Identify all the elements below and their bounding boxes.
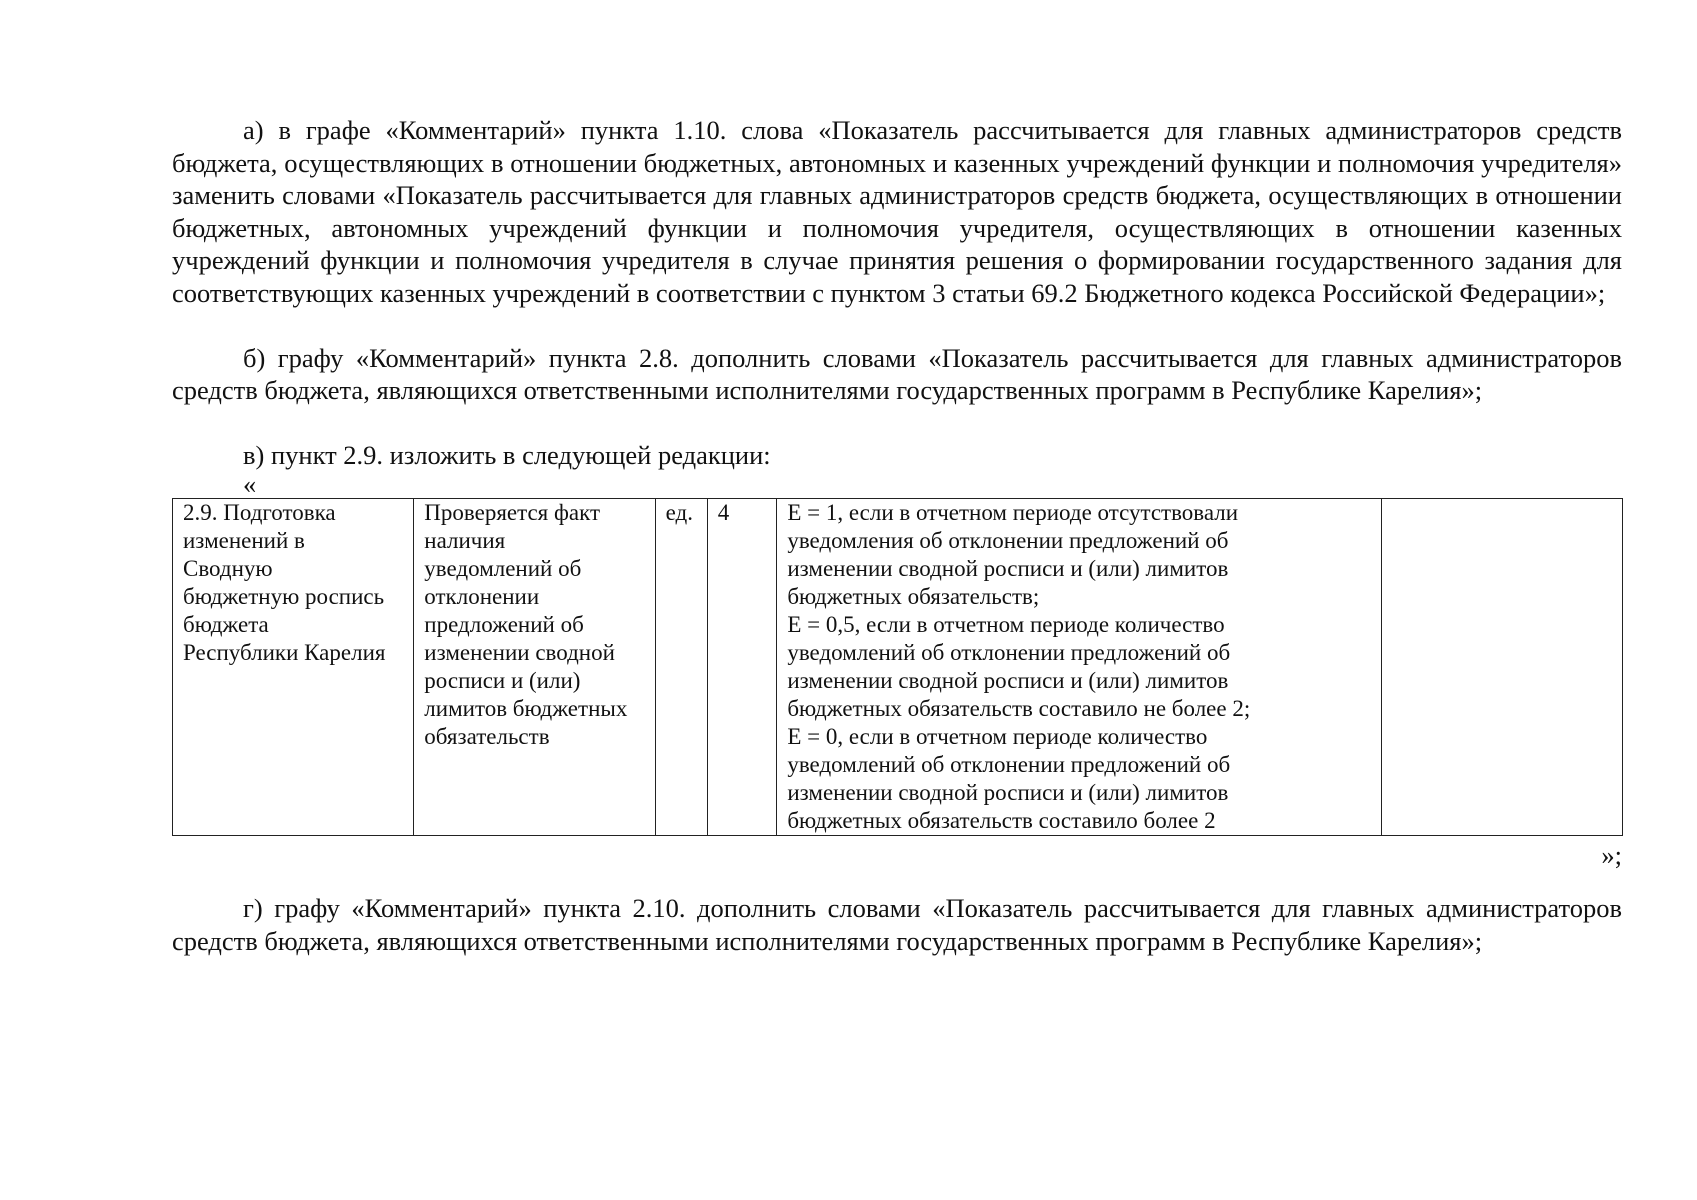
comment-cell	[1381, 499, 1622, 836]
indicator-name-line: Республики Карелия	[183, 640, 386, 666]
description-line: наличия	[424, 528, 506, 554]
description-line: предложений об	[424, 612, 584, 638]
formula-line: изменении сводной росписи и (или) лимитов	[787, 668, 1229, 694]
paragraph-a: а) в графе «Комментарий» пункта 1.10. слова «Показатель рассчитывается для главных администраторов средств бюджета, осуществляющих в отношении бюджетных, автономных и казенных учреждений функции и полномочия учредителя» заменить словами «Показатель рассчитывается для главных администраторов средств бюджета, осуществляющих в отношении бюджетных, автономных учреждений функции и полномочия учредителя, осуществляющих в отношении казенных учреждений функции и полномочия учредителя в случае принятия решения о формировании государственного задания для соответствующих казенных учреждений в соответствии с пунктом 3 статьи 69.2 Бюджетного кодекса Российской Федерации»;	[172, 115, 1622, 308]
opening-quote: «	[243, 469, 257, 500]
amendment-table	[172, 498, 1623, 836]
paragraph-v: в) пункт 2.9. изложить в следующей редакции:	[243, 439, 771, 470]
paragraph-b: б) графу «Комментарий» пункта 2.8. дополнить словами «Показатель рассчитывается для главных администраторов средств бюджета, являющихся ответственными исполнителями государственных программ в Республике Карелия»;	[172, 342, 1622, 406]
indicator-name-line: бюджетную роспись	[183, 584, 385, 610]
indicator-name-cell	[173, 499, 414, 836]
indicator-name-line: 2.9. Подготовка	[183, 500, 336, 526]
weight-cell: 4	[707, 499, 777, 836]
formula-line: Е = 0, если в отчетном периоде количество	[787, 724, 1208, 750]
unit-cell: ед.	[655, 499, 707, 836]
formula-line: Е = 0,5, если в отчетном периоде количество	[787, 612, 1225, 638]
paragraph-g: г) графу «Комментарий» пункта 2.10. дополнить словами «Показатель рассчитывается для главных администраторов средств бюджета, являющихся ответственными исполнителями государственных программ в Республике Карелия»;	[172, 893, 1622, 956]
formula-line: изменении сводной росписи и (или) лимитов	[787, 780, 1229, 806]
formula-line: бюджетных обязательств составило более 2	[787, 808, 1216, 834]
closing-quote: »;	[1601, 840, 1622, 871]
formula-line: уведомлений об отклонении предложений об	[787, 752, 1231, 778]
description-line: уведомлений об	[424, 556, 582, 582]
table-row	[173, 499, 1623, 836]
description-line: лимитов бюджетных	[424, 696, 628, 722]
description-line: росписи и (или)	[424, 668, 581, 694]
formula-line: Е = 1, если в отчетном периоде отсутствовали	[787, 500, 1239, 526]
description-line: обязательств	[424, 724, 550, 750]
formula-line: уведомления об отклонении предложений об	[787, 528, 1229, 554]
formula-line: уведомлений об отклонении предложений об	[787, 640, 1231, 666]
formula-cell	[777, 499, 1381, 836]
formula-line: изменении сводной росписи и (или) лимитов	[787, 556, 1229, 582]
description-line: изменении сводной	[424, 640, 615, 666]
indicator-description-cell	[414, 499, 655, 836]
indicator-name-line: бюджета	[183, 612, 269, 638]
description-line: отклонении	[424, 584, 540, 610]
indicator-name-line: Сводную	[183, 556, 273, 582]
document-page	[172, 114, 1622, 958]
indicator-name-line: изменений в	[183, 528, 305, 554]
formula-line: бюджетных обязательств;	[787, 584, 1040, 610]
description-line: Проверяется факт	[424, 500, 601, 526]
formula-line: бюджетных обязательств составило не более 2;	[787, 696, 1251, 722]
